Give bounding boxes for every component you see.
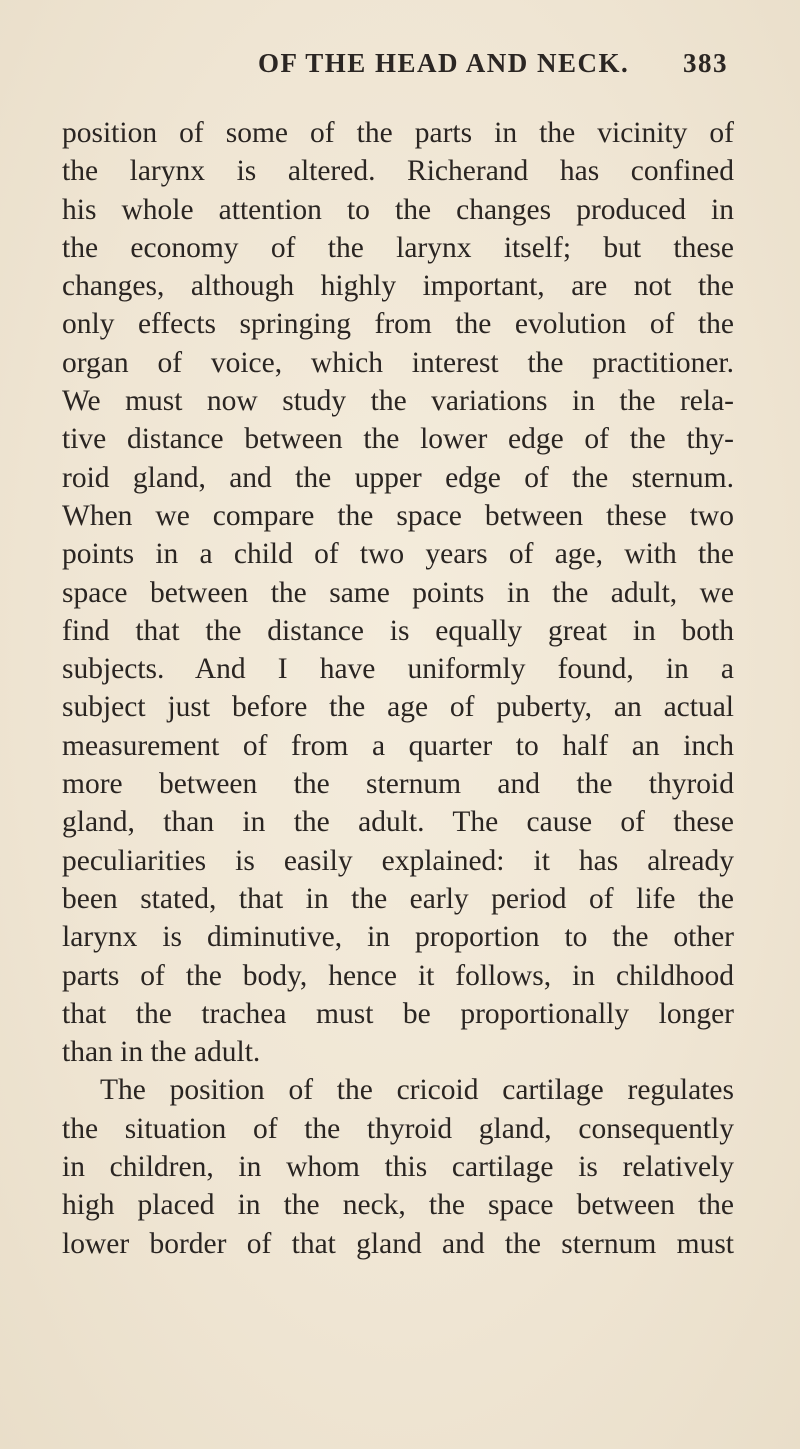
text-line: been stated, that in the early period of life the (62, 882, 734, 915)
text-line: the situation of the thyroid gland, consequently (62, 1112, 734, 1145)
text-line: organ of voice, which interest the practitioner. (62, 346, 734, 379)
text-line: When we compare the space between these two (62, 499, 734, 532)
text-line: subject just before the age of puberty, an actual (62, 691, 734, 724)
text-line: only effects springing from the evolution of the (62, 308, 734, 341)
text-line: points in a child of two years of age, with the (62, 538, 734, 571)
running-title: OF THE HEAD AND NECK. (258, 48, 630, 78)
text-line: his whole attention to the changes produced in (62, 193, 734, 226)
text-line: that the trachea must be proportionally longer (62, 997, 734, 1030)
text-line: parts of the body, hence it follows, in childhood (62, 959, 734, 992)
text-line: subjects. And I have uniformly found, in a (62, 653, 734, 686)
text-line: in children, in whom this cartilage is relatively (62, 1151, 734, 1184)
text-line: roid gland, and the upper edge of the sternum. (62, 461, 734, 494)
text-line: lower border of that gland and the sternum must (62, 1227, 734, 1260)
text-line: the larynx is altered. Richerand has confined (62, 155, 734, 188)
running-head (258, 48, 728, 88)
text-line: the economy of the larynx itself; but these (62, 231, 734, 264)
paragraph-2 (62, 1071, 734, 1262)
text-line: changes, although highly important, are not the (62, 270, 734, 303)
body-text (62, 114, 734, 1263)
text-line: more between the sternum and the thyroid (62, 768, 734, 801)
text-line: peculiarities is easily explained: it has already (62, 844, 734, 877)
paragraph-1 (62, 114, 734, 1071)
text-line: space between the same points in the adult, we (62, 576, 734, 609)
text-line: tive distance between the lower edge of the thy- (62, 423, 734, 456)
text-line: larynx is diminutive, in proportion to the other (62, 921, 734, 954)
text-line: high placed in the neck, the space between the (62, 1189, 734, 1222)
text-line: The position of the cricoid cartilage regulates (100, 1074, 734, 1107)
text-line: find that the distance is equally great in both (62, 614, 734, 647)
text-line: measurement of from a quarter to half an inch (62, 729, 734, 762)
page-number: 383 (683, 48, 728, 78)
text-line: We must now study the variations in the rela- (62, 385, 734, 418)
text-line: position of some of the parts in the vicinity of (62, 117, 734, 149)
text-line: gland, than in the adult. The cause of these (62, 806, 734, 839)
text-line: than in the adult. (62, 1036, 261, 1069)
